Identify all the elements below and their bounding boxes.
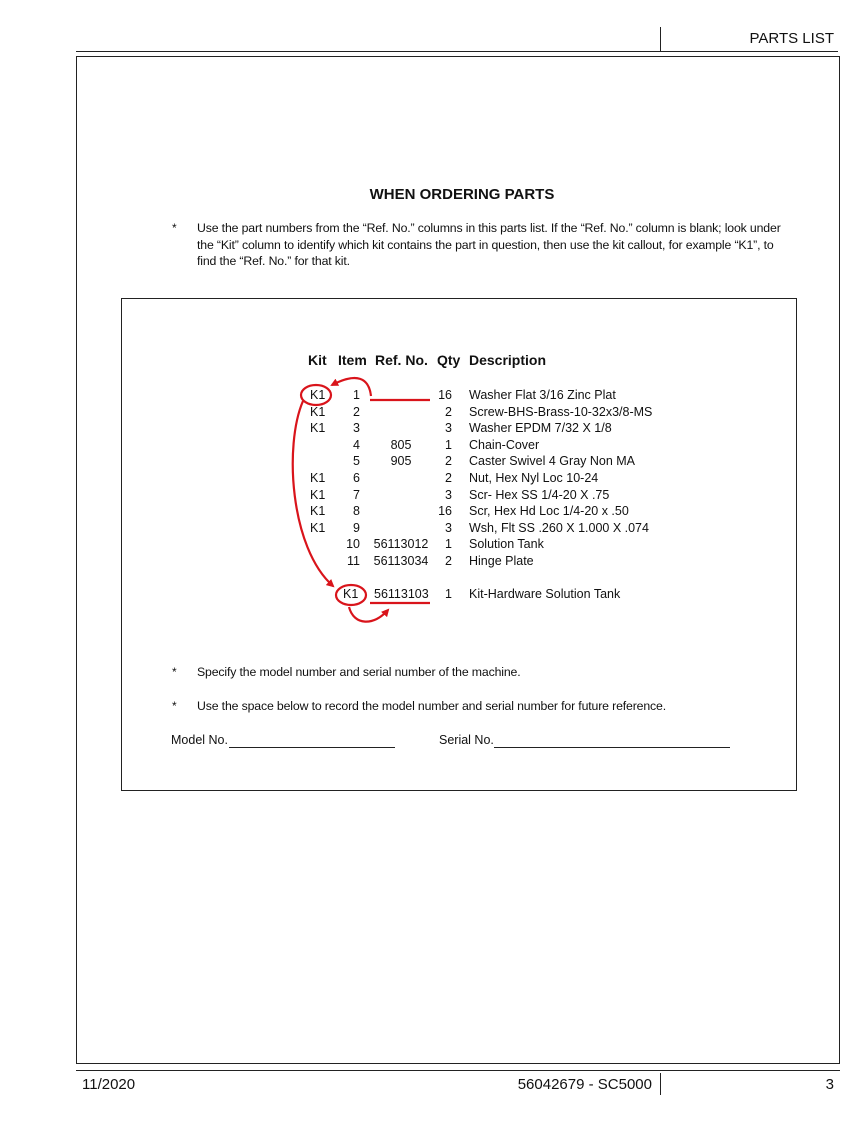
qty-cell: 1 xyxy=(445,437,452,452)
col-header-item: Item xyxy=(338,352,367,368)
col-header-description: Description xyxy=(469,352,547,368)
footer-doc-number: 56042679 - SC5000 xyxy=(517,1076,652,1093)
description-cell: Screw-BHS-Brass-10-32x3/8-MS xyxy=(469,404,653,419)
kit-row-ref: 56113103 xyxy=(374,587,429,601)
kit-callout-circle xyxy=(301,385,331,405)
intro-line: find the “Ref. No.” for that kit. xyxy=(197,254,350,268)
kit-cell: K1 xyxy=(310,404,326,419)
kit-cell: K1 xyxy=(310,421,326,436)
qty-cell: 1 xyxy=(445,537,452,552)
footer-date: 11/2020 xyxy=(82,1076,136,1093)
description-cell: Scr- Hex SS 1/4-20 X .75 xyxy=(469,487,610,502)
qty-cell: 2 xyxy=(445,454,452,469)
upward-arrow-path xyxy=(332,378,371,396)
kit-cell: K1 xyxy=(310,487,326,502)
col-header-ref: Ref. No. xyxy=(375,352,428,368)
qty-cell: 3 xyxy=(445,421,452,436)
ref-cell: 805 xyxy=(390,437,412,452)
qty-cell: 2 xyxy=(445,404,452,419)
kit-link-arrow-path xyxy=(293,401,333,586)
item-cell: 3 xyxy=(353,421,360,436)
intro-line: the “Kit” column to identify which kit contains the part in question, then use the kit callout, for example “K1”, to xyxy=(197,237,774,252)
qty-cell: 16 xyxy=(438,388,452,402)
description-cell: Wsh, Flt SS .260 X 1.000 X .074 xyxy=(469,520,649,535)
kit-cell: K1 xyxy=(310,471,326,485)
record-text: Use the space below to record the model number and serial number for future reference. xyxy=(197,699,666,713)
specify-text: Specify the model number and serial number of the machine. xyxy=(197,665,521,679)
item-cell: 8 xyxy=(353,504,360,519)
col-header-kit: Kit xyxy=(308,352,327,368)
qty-cell: 2 xyxy=(445,554,452,568)
model-number-label: Model No. xyxy=(171,733,228,747)
item-cell: 4 xyxy=(353,437,360,452)
kit-cell: K1 xyxy=(310,504,326,519)
description-cell: Solution Tank xyxy=(469,537,544,552)
bullet-star: * xyxy=(172,665,177,679)
kit-cell: K1 xyxy=(310,520,326,535)
kit-row-description: Kit-Hardware Solution Tank xyxy=(469,587,621,601)
footer-rule xyxy=(76,1070,840,1071)
description-cell: Washer Flat 3/16 Zinc Plat xyxy=(469,388,616,402)
qty-cell: 3 xyxy=(445,520,452,535)
item-cell: 2 xyxy=(353,404,360,419)
item-cell: 11 xyxy=(347,554,360,568)
item-cell: 5 xyxy=(353,454,360,469)
ref-cell: 56113012 xyxy=(373,537,429,552)
kit-row-kit: K1 xyxy=(343,587,359,601)
intro-line: Use the part numbers from the “Ref. No.” columns in this parts list. If the “Ref. No.” column is blank; look under xyxy=(197,221,781,235)
serial-number-label: Serial No. xyxy=(439,733,494,747)
kit-cell: K1 xyxy=(310,388,326,402)
item-cell: 9 xyxy=(353,520,360,535)
bullet-star: * xyxy=(172,221,177,235)
serial-number-field[interactable] xyxy=(494,747,730,748)
description-cell: Nut, Hex Nyl Loc 10-24 xyxy=(469,471,599,485)
kit-callout-circle xyxy=(336,585,366,605)
qty-cell: 2 xyxy=(445,471,452,485)
description-cell: Hinge Plate xyxy=(469,554,534,568)
model-number-field[interactable] xyxy=(229,747,395,748)
page-number: 3 xyxy=(825,1076,834,1093)
kit-ref-arrow-path xyxy=(349,607,388,622)
item-cell: 6 xyxy=(353,471,360,485)
bullet-star: * xyxy=(172,699,177,713)
col-header-qty: Qty xyxy=(437,352,461,368)
description-cell: Chain-Cover xyxy=(469,437,540,452)
item-cell: 7 xyxy=(353,487,360,502)
item-cell: 1 xyxy=(353,388,360,402)
qty-cell: 16 xyxy=(438,504,452,519)
footer-divider xyxy=(660,1073,661,1095)
kit-row-qty: 1 xyxy=(445,587,452,601)
qty-cell: 3 xyxy=(445,487,452,502)
section-title: PARTS LIST xyxy=(749,30,834,47)
page-heading: WHEN ORDERING PARTS xyxy=(369,186,555,203)
item-cell: 10 xyxy=(346,537,360,552)
description-cell: Washer EPDM 7/32 X 1/8 xyxy=(469,421,612,436)
description-cell: Caster Swivel 4 Gray Non MA xyxy=(469,454,636,469)
ref-cell: 56113034 xyxy=(373,554,429,568)
description-cell: Scr, Hex Hd Loc 1/4-20 x .50 xyxy=(469,504,629,519)
ref-cell: 905 xyxy=(390,454,412,469)
